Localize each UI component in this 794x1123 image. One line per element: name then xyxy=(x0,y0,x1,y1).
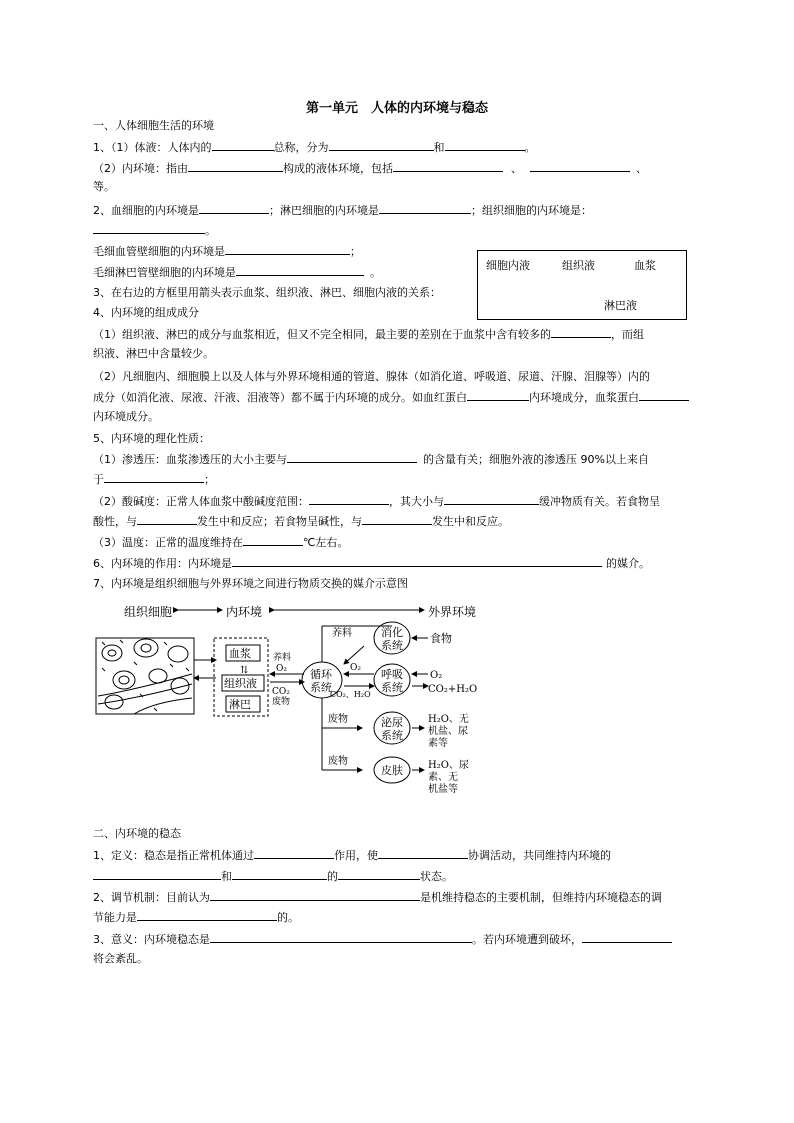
blank[interactable] xyxy=(393,160,503,172)
blank[interactable] xyxy=(639,389,689,401)
blank[interactable] xyxy=(232,555,602,567)
blank[interactable] xyxy=(137,909,277,921)
q7: 7、内环境是组织细胞与外界环境之间进行物质交换的媒介示意图 xyxy=(93,577,408,590)
page-title: 第一单元 人体的内环境与稳态 xyxy=(305,101,488,116)
label-nutrient: 养料 xyxy=(273,653,292,663)
arrow xyxy=(344,646,364,664)
blank[interactable] xyxy=(225,243,350,255)
q4-1-line2: 织液、淋巴中含量较少。 xyxy=(93,347,214,360)
q5-2-line1: （2）酸碱度：正常人体血浆中酸碱度范围： ，其大小与 缓冲物质有关。若食物呈 xyxy=(93,495,660,508)
label-skin-out-1: H₂O、尿 xyxy=(428,760,469,771)
blank[interactable] xyxy=(93,868,221,880)
q1-line1: 1、（1）体液：人体内的 总称，分为 和 。 xyxy=(93,141,536,154)
blank[interactable] xyxy=(236,264,364,276)
label-tissue-fluid: 组织液 xyxy=(224,677,257,690)
q5-2-line2: 酸性，与 发生中和反应；若食物呈碱性，与 发生中和反应。 xyxy=(93,515,509,528)
blank[interactable] xyxy=(309,493,389,505)
label-food: 食物 xyxy=(430,632,452,645)
blank[interactable] xyxy=(254,847,334,859)
label-waste-1: 废物 xyxy=(328,714,348,725)
q4: 4、内环境的组成成分 xyxy=(93,306,199,319)
label-tissue-cell: 组织细胞 xyxy=(124,605,173,619)
q2-line1: 2、血细胞的内环境是 ；淋巴细胞的内环境是 ；组织细胞的内环境是： xyxy=(93,204,592,217)
blank[interactable] xyxy=(329,139,434,151)
blank[interactable] xyxy=(445,139,525,151)
blank[interactable] xyxy=(467,389,529,401)
label-urin-2: 系统 xyxy=(381,729,403,742)
label-skin-out-2: 素、无 xyxy=(428,772,458,783)
d2-line2: 节能力是 的。 xyxy=(93,911,299,924)
q4-2-line3: 内环境成分。 xyxy=(93,410,159,423)
label-digest-1: 消化 xyxy=(381,626,403,639)
label-skin: 皮肤 xyxy=(381,764,403,777)
q2-line4: 毛细淋巴管壁细胞的内环境是 。 xyxy=(93,266,381,279)
box-plasma: 血浆 xyxy=(634,259,656,272)
label-urin-out-1: H₂O、无 xyxy=(428,714,469,725)
q4-2-line2: 成分（如消化液、尿液、汗液、泪液等）都不属于内环境的成分。如血红蛋白 内环境成分，血浆蛋白 xyxy=(93,389,689,406)
label-lymph: 淋巴 xyxy=(229,698,251,711)
blank[interactable] xyxy=(212,139,274,151)
d3-line2: 将会紊乱。 xyxy=(93,952,148,965)
box-intracellular: 细胞内液 xyxy=(486,259,530,272)
blank[interactable] xyxy=(378,847,468,859)
blank[interactable] xyxy=(104,471,204,483)
q5-3: （3）温度：正常的温度维持在 ℃左右。 xyxy=(93,536,349,549)
blank[interactable] xyxy=(232,868,327,880)
exchange-diagram xyxy=(94,598,494,812)
box-lymph: 淋巴液 xyxy=(604,299,637,312)
d1-line2: 和 的 状态。 xyxy=(93,868,453,885)
label-waste-2: 废物 xyxy=(328,756,348,767)
q3: 3、在右边的方框里用箭头表示血浆、组织液、淋巴、细胞内液的关系： xyxy=(93,286,441,299)
q4-2-line1: （2）凡细胞内、细胞膜上以及人体与外界环境相通的管道、腺体（如消化道、呼吸道、尿道、汗腺、泪腺等）内的 xyxy=(93,370,650,383)
blank[interactable] xyxy=(338,868,420,880)
q2-line3: 毛细血管壁细胞的内环境是 ； xyxy=(93,245,361,258)
label-urin-1: 泌尿 xyxy=(381,716,403,729)
q2-line2: 。 xyxy=(93,222,216,239)
q5-1-line1: （1）渗透压：血浆渗透压的大小主要与 的含量有关；细胞外液的渗透压 90%以上来自 xyxy=(93,453,649,466)
q1-line2: （2）内环境：指由 构成的液体环境，包括 、 、 xyxy=(93,162,647,175)
d2-line1: 2、调节机制：目前认为 是机维持稳态的主要机制，但维持内环境稳态的调 xyxy=(93,891,662,904)
q5: 5、内环境的理化性质： xyxy=(93,432,210,445)
label-co2-h2o: CO₂、H₂O xyxy=(330,690,371,699)
label-urin-out-3: 素等 xyxy=(428,738,448,749)
relation-box[interactable] xyxy=(477,250,687,320)
blank[interactable] xyxy=(444,493,539,505)
blank[interactable] xyxy=(530,160,630,172)
q4-1-line1: （1）组织液、淋巴的成分与血浆相近，但又不完全相同，最主要的差别在于血浆中含有较多的 ，而组 xyxy=(93,328,644,341)
d1-line1: 1、定义：稳态是指正常机体通过 作用，使 协调活动，共同维持内环境的 xyxy=(93,849,611,862)
tissue-cells-illustration xyxy=(96,638,194,714)
label-o2-right: O₂ xyxy=(430,670,443,681)
blank[interactable] xyxy=(582,931,672,943)
label-circ-1: 循环 xyxy=(310,668,332,681)
label-skin-out-3: 机盐等 xyxy=(428,784,458,795)
label-digest-2: 系统 xyxy=(381,639,403,652)
label-internal-env: 内环境 xyxy=(226,605,263,619)
blank[interactable] xyxy=(551,326,611,338)
q5-1-line2: 于 ； xyxy=(93,473,215,486)
blank[interactable] xyxy=(199,202,269,214)
label-o2: O₂ xyxy=(276,664,287,674)
label-external-env: 外界环境 xyxy=(428,605,477,619)
blank[interactable] xyxy=(210,931,472,943)
q1-line3: 等。 xyxy=(93,180,115,193)
label-resp-1: 呼吸 xyxy=(381,668,403,681)
section1-heading: 一、人体细胞生活的环境 xyxy=(93,119,214,132)
label-plasma: 血浆 xyxy=(229,647,251,660)
label-urin-out-2: 机盐、尿 xyxy=(428,726,468,737)
label-circ-2: 系统 xyxy=(310,681,332,694)
blank[interactable] xyxy=(362,513,432,525)
label-co2-right: CO₂+H₂O xyxy=(428,684,478,695)
label-o2-mid: O₂ xyxy=(350,663,361,673)
blank[interactable] xyxy=(287,451,417,463)
label-co2: CO₂ xyxy=(272,687,290,697)
blank[interactable] xyxy=(93,222,205,234)
d3-line1: 3、意义：内环境稳态是 。若内环境遭到破坏， xyxy=(93,931,672,948)
blank[interactable] xyxy=(243,534,303,546)
section2-heading: 二、内环境的稳态 xyxy=(93,827,181,840)
exchange-symbol: ⇅ xyxy=(240,665,249,676)
blank[interactable] xyxy=(137,513,197,525)
blank[interactable] xyxy=(188,160,283,172)
blank[interactable] xyxy=(379,202,471,214)
label-waste: 废物 xyxy=(272,697,291,707)
box-tissue-fluid: 组织液 xyxy=(562,259,595,272)
blank[interactable] xyxy=(210,889,420,901)
q6: 6、内环境的作用：内环境是 的媒介。 xyxy=(93,557,650,570)
label-nutrient-2: 养料 xyxy=(332,628,352,639)
label-resp-2: 系统 xyxy=(381,681,403,694)
